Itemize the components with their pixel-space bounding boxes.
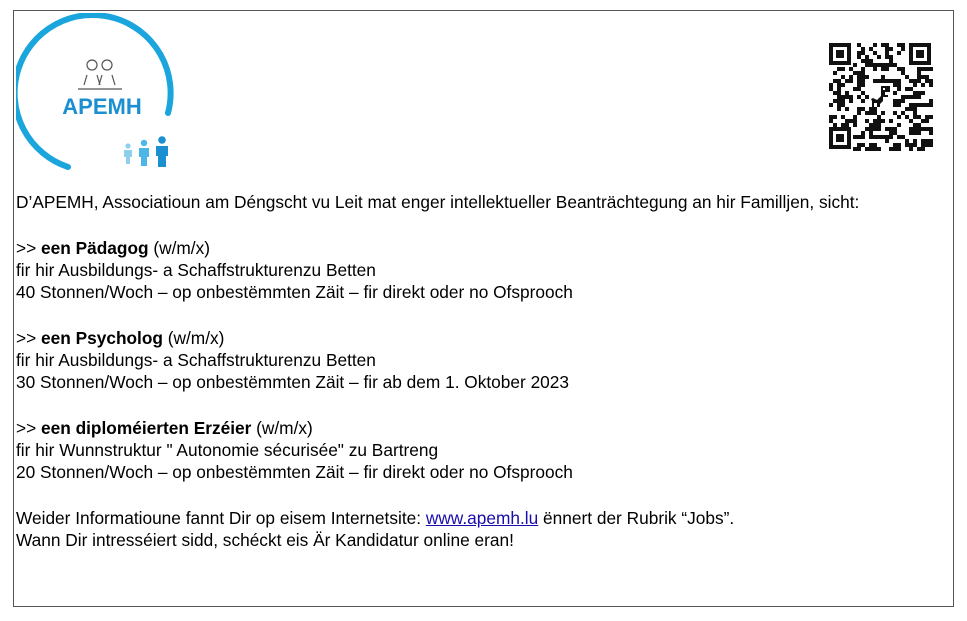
job-prefix: >> (16, 238, 41, 258)
footer-text (16, 507, 951, 551)
job-title: een diploméierten Erzéier (41, 418, 252, 438)
job-location: fir hir Wunnstruktur " Autonomie sécurisée" zu Bartreng (16, 440, 439, 460)
dinosaur-icon (869, 83, 893, 107)
job-listing (16, 237, 951, 303)
job-hours: 40 Stonnen/Woch – op onbestëmmten Zäit – fir direkt oder no Ofsprooch (16, 282, 573, 302)
job-location: fir hir Ausbildungs- a Schaffstrukturenzu Betten (16, 350, 376, 370)
job-listing (16, 327, 951, 393)
website-link[interactable]: www.apemh.lu (425, 508, 539, 528)
job-gender-note: (w/m/x) (251, 418, 313, 438)
logo-text: APEMH (62, 94, 142, 119)
job-title: een Psycholog (41, 328, 163, 348)
job-prefix: >> (16, 328, 41, 348)
job-hours: 30 Stonnen/Woch – op onbestëmmten Zäit – fir ab dem 1. Oktober 2023 (16, 372, 570, 392)
job-gender-note: (w/m/x) (162, 328, 225, 348)
intro-text: D’APEMH, Associatioun am Déngscht vu Leit mat enger intellektueller Beanträchtegung an hir Familljen, sicht: (16, 192, 860, 212)
family-figures-icon (124, 136, 168, 167)
job-prefix: >> (16, 418, 41, 438)
people-outline-icon (78, 60, 122, 89)
job-advertisement (13, 10, 954, 607)
apply-text: Wann Dir intresséiert sidd, schéckt eis Är Kandidatur online eran! (16, 530, 514, 550)
job-hours: 20 Stonnen/Woch – op onbestëmmten Zäit – fir direkt oder no Ofsprooch (16, 462, 573, 482)
job-listing (16, 417, 951, 483)
job-title: een Pädagog (41, 238, 149, 258)
job-location: fir hir Ausbildungs- a Schaffstrukturenzu Betten (16, 260, 376, 280)
info-text-end: ënnert der Rubrik “Jobs”. (538, 508, 735, 528)
qr-code (827, 41, 933, 151)
job-gender-note: (w/m/x) (148, 238, 210, 258)
info-text: Weider Informatioune fannt Dir op eisem Internetsite: (16, 508, 426, 528)
advert-text (16, 191, 951, 575)
apemh-logo (16, 13, 191, 178)
